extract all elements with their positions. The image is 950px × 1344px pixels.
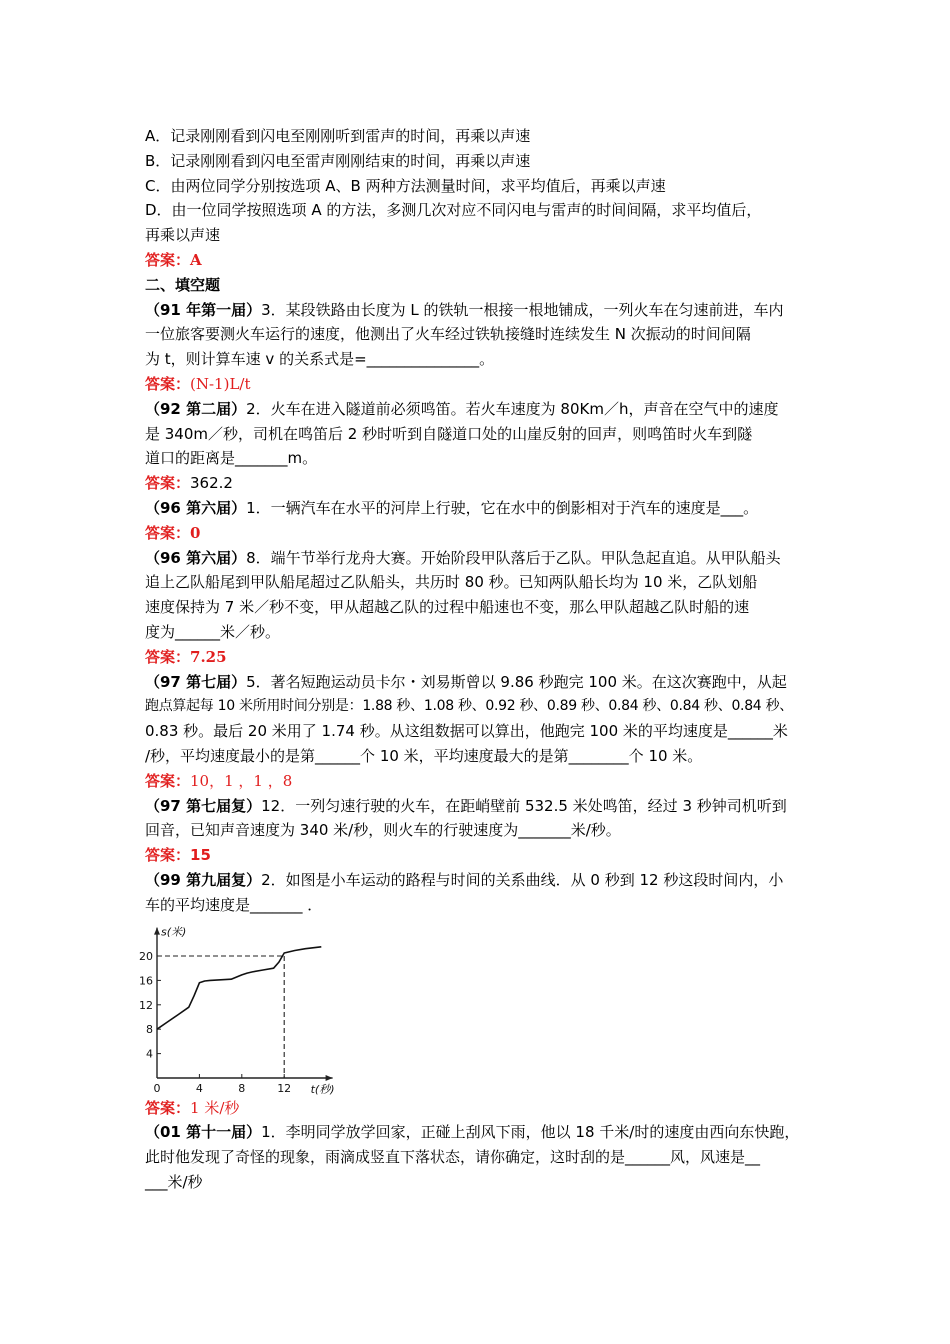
answer-value: 7.25	[190, 647, 227, 666]
question-text: 2．如图是小车运动的路程与时间的关系曲线．从 0 秒到 12 秒这段时间内，小	[261, 870, 784, 889]
question-2	[145, 397, 813, 422]
question-7	[145, 868, 813, 893]
question-text: 1．李明同学放学回家，正碰上刮风下雨，他以 18 千米/时的速度由西向东快跑，	[261, 1123, 800, 1142]
question-4	[145, 546, 813, 571]
answer-value: 362.2	[190, 474, 233, 493]
answer-5	[145, 769, 813, 794]
y-tick-label: 20	[139, 949, 153, 963]
question-5-line: 0.83 秒。最后 20 米用了 1.74 秒。从这组数据可以算出，他跑完 100 米的平均速度是______米	[145, 722, 788, 741]
section-title: 二、填空题	[145, 275, 221, 294]
answer-value: 10，1 ，1 ，8	[190, 771, 293, 790]
question-4-line: 追上乙队船尾到甲队船尾超过乙队船头，共历时 80 秒。已知两队船长均为 10 米，乙队划船	[145, 573, 758, 592]
answer-label: 答案：	[145, 1098, 191, 1117]
series-line	[157, 946, 321, 1028]
x-axis-arrow	[326, 1075, 333, 1081]
question-text: 2．火车在进入隧道前必须鸣笛。若火车速度为 80Km／h，声音在空气中的速度	[246, 399, 779, 418]
answer-value: 1 米/秒	[190, 1098, 240, 1117]
question-tag: （96 第六届）	[145, 498, 247, 517]
question-tag: （99 第九届复）	[145, 870, 262, 889]
answer-value: 15	[190, 846, 211, 865]
answer-label: 答案：	[145, 250, 191, 269]
x-tick-label: 0	[153, 1081, 161, 1095]
question-text: 1．一辆汽车在水平的河岸上行驶，它在水中的倒影相对于汽车的速度是___。	[246, 498, 759, 517]
question-6-line: 回音，已知声音速度为 340 米/秒，则火车的行驶速度为_______米/秒。	[145, 821, 621, 840]
chart-container	[139, 918, 813, 1096]
question-8	[145, 1120, 813, 1145]
question-6	[145, 794, 813, 819]
y-tick-label: 16	[139, 973, 153, 987]
question-text: 8．端午节举行龙舟大赛。开始阶段甲队落后于乙队。甲队急起直追。从甲队船头	[246, 548, 781, 567]
question-5-line: 跑点算起每 10 米所用时间分别是：1.88 秒、1.08 秒、0.92 秒、0.89 秒、0.84 秒、0.84 秒、0.84 秒、	[145, 698, 793, 715]
answer-7	[145, 1096, 813, 1121]
y-tick-label: 8	[146, 1022, 153, 1036]
document-page	[139, 124, 813, 1195]
question-4-line: 速度保持为 7 米／秒不变，甲从超越乙队的过程中船速也不变，那么甲队超越乙队时船的速	[145, 598, 750, 617]
question-tag: （01 第十一届）	[145, 1123, 262, 1142]
y-tick-label: 4	[146, 1047, 153, 1061]
question-2-line: 是 340m／秒，司机在鸣笛后 2 秒时听到自隧道口处的山崖反射的回声，则鸣笛时火车到隧	[145, 424, 753, 443]
answer-6	[145, 843, 813, 868]
y-axis-arrow	[154, 927, 160, 934]
option-c: C．由两位同学分别按选项 A、B 两种方法测量时间，求平均值后，再乘以声速	[145, 176, 666, 195]
question-3	[145, 496, 813, 521]
answer-2	[145, 471, 813, 496]
st-chart	[139, 918, 345, 1096]
question-7-line: 车的平均速度是_______ ．	[145, 895, 323, 914]
x-tick-label: 4	[195, 1081, 203, 1095]
question-text: 5．著名短跑运动员卡尔・刘易斯曾以 9.86 秒跑完 100 米。在这次赛跑中，从起	[246, 672, 787, 691]
answer-3	[145, 521, 813, 546]
answer-1	[145, 372, 813, 397]
answer-prev	[145, 248, 813, 273]
question-text: 3．某段铁路由长度为 L 的铁轨一根接一根地铺成，一列火车在匀速前进，车内	[261, 300, 784, 319]
answer-value: A	[190, 250, 202, 269]
question-8-line: ___米/秒	[145, 1172, 203, 1191]
answer-label: 答案：	[145, 523, 191, 542]
y-axis-label: s(米)	[161, 925, 187, 939]
question-1-line: 一位旅客要测火车运行的速度，他测出了火车经过铁轨接缝时连续发生 N 次振动的时间间隔	[145, 325, 751, 344]
answer-value: (N-1)L/t	[190, 374, 251, 393]
question-text: 12．一列匀速行驶的火车，在距峭壁前 532.5 米处鸣笛，经过 3 秒钟司机听到	[261, 796, 787, 815]
option-a: A．记录刚刚看到闪电至刚刚听到雷声的时间，再乘以声速	[145, 127, 531, 145]
x-tick-label: 12	[277, 1081, 292, 1095]
question-2-line: 道口的距离是_______m。	[145, 449, 318, 468]
question-1	[145, 298, 813, 323]
question-8-line: 此时他发现了奇怪的现象，雨滴成竖直下落状态，请你确定，这时刮的是______风，风速是__	[145, 1148, 761, 1167]
x-tick-label: 8	[238, 1081, 246, 1095]
question-4-line: 度为______米／秒。	[145, 622, 281, 641]
answer-value: 0	[190, 523, 201, 542]
question-tag: （91 年第一届）	[145, 300, 262, 319]
option-b: B．记录刚刚看到闪电至雷声刚刚结束的时间，再乘以声速	[145, 151, 531, 170]
question-tag: （97 第七届）	[145, 672, 247, 691]
y-tick-label: 12	[139, 998, 153, 1012]
question-tag: （92 第二届）	[145, 399, 247, 418]
answer-label: 答案：	[145, 771, 191, 790]
x-axis-label: t(秒)	[310, 1082, 335, 1096]
option-d-cont: 再乘以声速	[145, 226, 221, 245]
question-tag: （96 第六届）	[145, 548, 247, 567]
answer-label: 答案：	[145, 846, 191, 865]
answer-4	[145, 645, 813, 670]
answer-label: 答案：	[145, 474, 191, 493]
answer-label: 答案：	[145, 374, 191, 393]
question-5	[145, 670, 813, 695]
answer-label: 答案：	[145, 647, 191, 666]
option-d: D．由一位同学按照选项 A 的方法，多测几次对应不同闪电与雷声的时间间隔，求平均值后，	[145, 201, 762, 220]
question-5-line: /秒，平均速度最小的是第______个 10 米，平均速度最大的是第________个 10 米。	[145, 746, 703, 765]
question-tag: （97 第七届复）	[145, 796, 262, 815]
question-1-line: 为 t，则计算车速 v 的关系式是=_______________。	[145, 350, 495, 369]
